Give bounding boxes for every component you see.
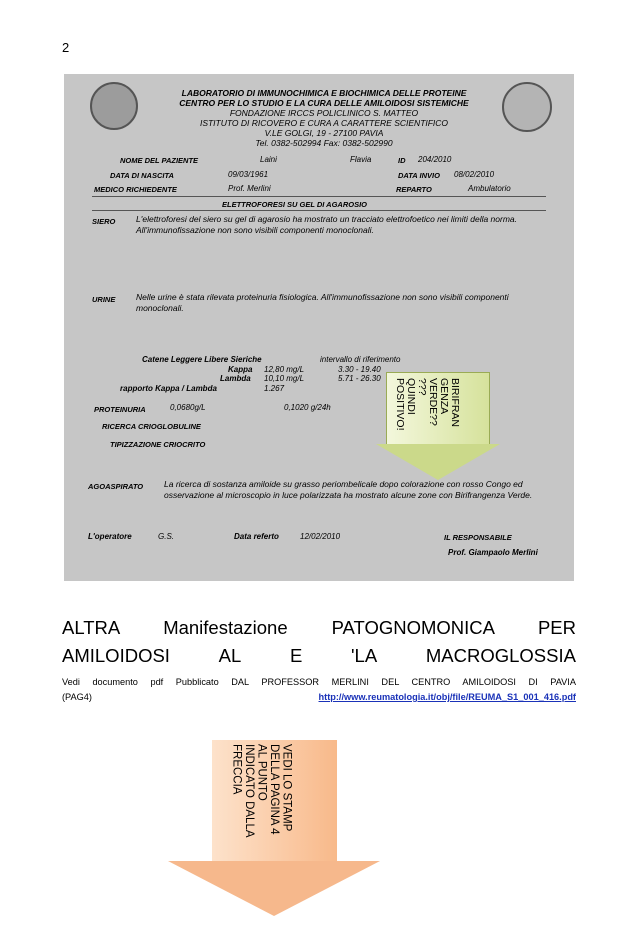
doctor-value: Prof. Merlini	[228, 184, 271, 193]
header-line: Tel. 0382-502994 Fax: 0382-502990	[255, 138, 393, 148]
header-line: CENTRO PER LO STUDIO E LA CURA DELLE AMILOIDOSI SISTEMICHE	[179, 98, 469, 108]
doctor-label: MEDICO RICHIEDENTE	[94, 185, 177, 194]
heading-word: AMILOIDOSI	[62, 645, 170, 666]
divider	[92, 210, 546, 211]
callout-line: FRECCIA	[230, 744, 243, 795]
report-date-label: Data referto	[234, 532, 279, 541]
callout-line: DELLA PAGINA 4	[268, 744, 280, 835]
needle-aspirate-text: La ricerca di sostanza amiloide su grasso periombelicale dopo colorazione con rosso Congo ed osservazione al microscopio in luce polarizzata ha mostrato alcune zone con Birifrangenza Verde.	[164, 479, 533, 500]
lambda-ref: 5.71 - 26.30	[338, 374, 381, 383]
responsible-label: IL RESPONSABILE	[444, 533, 512, 542]
reference-range-label: intervallo di riferimento	[320, 355, 401, 364]
kappa-ref: 3.30 - 19.40	[338, 365, 381, 374]
header-line: ISTITUTO DI RICOVERO E CURA A CARATTERE SCIENTIFICO	[199, 118, 449, 128]
page-number: 2	[62, 40, 70, 55]
callout-line: QUINDI	[405, 378, 417, 415]
right-seal-logo	[502, 82, 552, 132]
header-line: V.LE GOLGI, 19 - 27100 PAVIA	[264, 128, 384, 138]
green-callout-text	[394, 378, 460, 444]
birth-date-label: DATA DI NASCITA	[110, 171, 174, 180]
patient-surname: Laini	[260, 155, 277, 164]
heading-word: E	[289, 645, 303, 666]
source-note: Vedi documento pdf Pubblicato DAL PROFESSOR MERLINI DEL CENTRO AMILOIDOSI DI PAVIA	[62, 677, 576, 687]
callout-line: AL PUNTO	[255, 744, 268, 801]
proteinuria-value-1: 0,0680g/L	[170, 403, 206, 412]
heading-word: AL	[218, 645, 242, 666]
callout-line: ???	[416, 378, 428, 396]
send-date-label: DATA INVIO	[398, 171, 440, 180]
divider	[92, 196, 546, 197]
header-line: FONDAZIONE IRCCS POLICLINICO S. MATTEO	[229, 108, 419, 118]
send-date-value: 08/02/2010	[454, 170, 495, 179]
heading-word: MACROGLOSSIA	[425, 645, 576, 666]
orange-arrow-head	[168, 861, 380, 916]
operator-label: L'operatore	[88, 532, 132, 541]
source-note-line-2	[62, 692, 576, 702]
green-arrow-head	[376, 444, 500, 480]
department-value: Ambulatorio	[468, 184, 511, 193]
scanned-lab-report	[64, 74, 574, 581]
report-date-value: 12/02/2010	[300, 532, 341, 541]
green-callout-arrow	[376, 372, 502, 482]
heading-line-2	[62, 642, 576, 670]
header-line: LABORATORIO DI IMMUNOCHIMICA E BIOCHIMICA DELLE PROTEINE	[181, 88, 467, 98]
patient-name-label: NOME DEL PAZIENTE	[120, 156, 199, 165]
serum-label: SIERO	[92, 217, 116, 226]
urine-text: Nelle urine è stata rilevata proteinuria fisiologica. All'immunofissazione non sono visibili componenti monoclonali.	[136, 292, 509, 313]
callout-line: GENZA	[438, 378, 450, 415]
responsible-value: Prof. Giampaolo Merlini	[448, 548, 538, 557]
lambda-value: 10,10 mg/L	[264, 374, 305, 383]
light-chains-label: Catene Leggere Libere Sieriche	[142, 355, 262, 364]
lambda-label: Lambda	[220, 374, 251, 383]
department-label: REPARTO	[396, 185, 432, 194]
callout-line: INDICATO DALLA	[243, 744, 255, 838]
birth-date-value: 09/03/1961	[228, 170, 269, 179]
id-label: ID	[398, 156, 406, 165]
source-pdf-link[interactable]: http://www.reumatologia.it/obj/file/REUMA_S1_001_416.pdf	[318, 692, 576, 702]
callout-line: VERDE??	[427, 378, 439, 426]
proteinuria-label: PROTEINURIA	[94, 405, 146, 414]
left-seal-logo	[90, 82, 138, 130]
callout-line: VEDI LO STAMP	[280, 744, 293, 832]
kappa-value: 12,80 mg/L	[264, 365, 305, 374]
patient-firstname: Flavia	[350, 155, 372, 164]
cryoglobulin-label: RICERCA CRIOGLOBULINE	[102, 422, 201, 431]
kappa-label: Kappa	[228, 365, 253, 374]
ratio-value: 1.267	[264, 384, 285, 393]
id-value: 204/2010	[418, 155, 452, 164]
callout-line: POSITIVO!	[394, 378, 406, 431]
section-title: ELETTROFORESI SU GEL DI AGAROSIO	[222, 200, 368, 209]
proteinuria-value-2: 0,1020 g/24h	[284, 403, 331, 412]
urine-label: URINE	[92, 295, 116, 304]
report-header	[154, 88, 494, 148]
orange-callout-text	[230, 744, 293, 858]
serum-text: L'elettroforesi del siero su gel di agarosio ha mostrato un tracciato elettrofoetico nei limiti della norma. All'immunofissazione non sono visibili componenti monoclonali.	[136, 214, 518, 235]
callout-line: BIRIFRAN	[449, 378, 461, 428]
needle-aspirate-label: AGOASPIRATO	[88, 482, 144, 491]
page-reference: (PAG4)	[62, 692, 92, 702]
ratio-label: rapporto Kappa / Lambda	[120, 384, 217, 393]
cryocrit-label: TIPIZZAZIONE CRIOCRITO	[110, 440, 206, 449]
operator-value: G.S.	[158, 532, 175, 541]
heading-word: 'LA	[351, 645, 378, 666]
orange-callout-arrow	[212, 740, 337, 910]
heading-line-1: ALTRA Manifestazione PATOGNOMONICA PER	[62, 617, 576, 638]
